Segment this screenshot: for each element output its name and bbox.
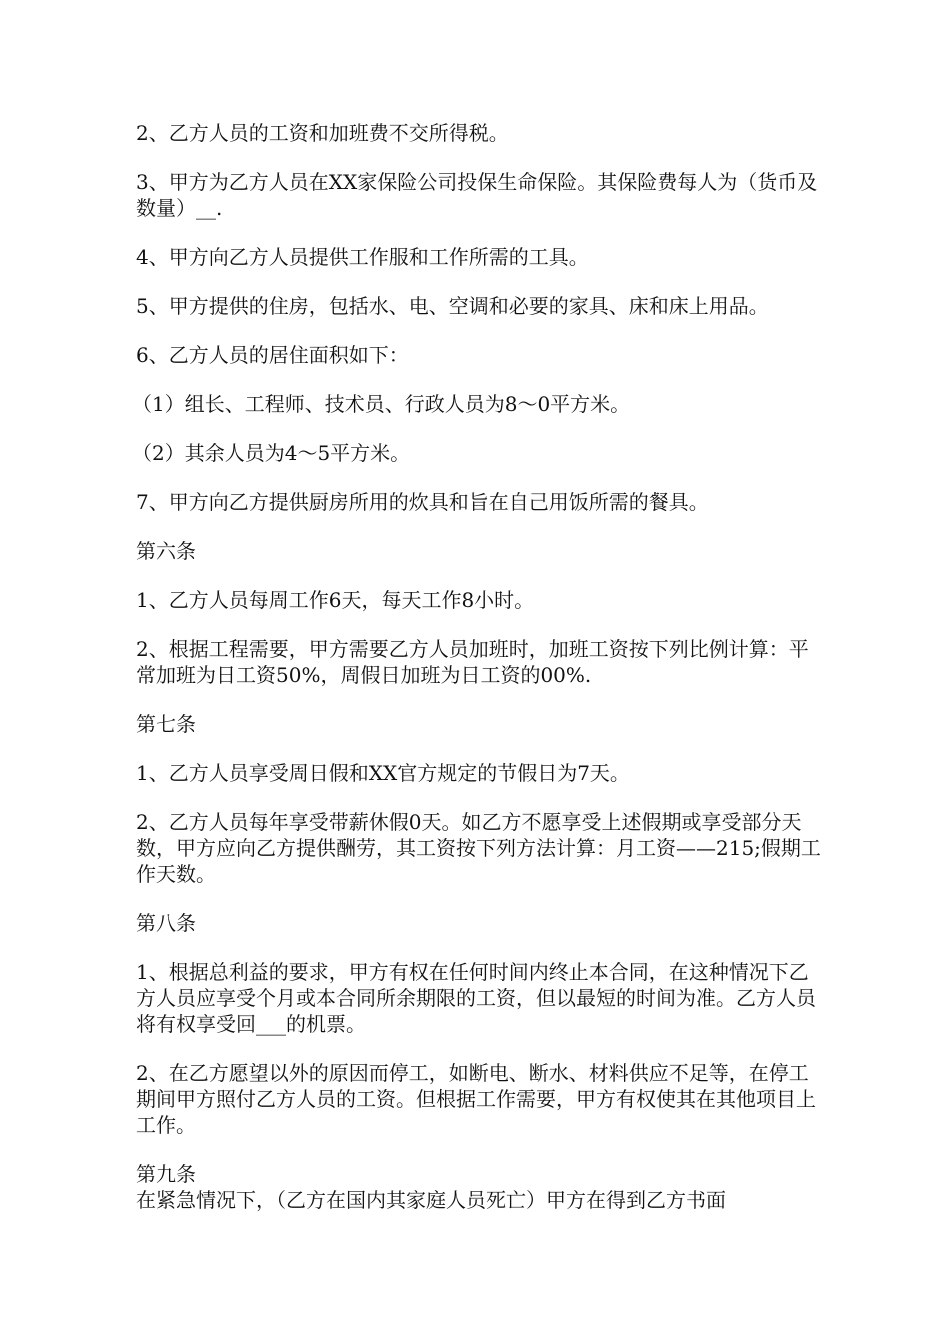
document-body — [132, 120, 826, 1236]
article-heading-8: 第八条 — [136, 911, 196, 935]
paragraph-item-7-cookware: 7、甲方向乙方提供厨房所用的炊具和旨在自己用饭所需的餐具。 — [136, 490, 709, 514]
article-heading-9: 第九条 — [136, 1162, 196, 1186]
paragraph-emergency: 在紧急情况下，（乙方在国内其家庭人员死亡）甲方在得到乙方书面 — [136, 1188, 726, 1212]
paragraph-item-6-living-area: 6、乙方人员的居住面积如下： — [136, 343, 409, 367]
paragraph-item-2-tax: 2、乙方人员的工资和加班费不交所得税。 — [136, 121, 509, 145]
paragraph-holidays: 1、乙方人员享受周日假和XX官方规定的节假日为7天。 — [136, 761, 630, 785]
paragraph-work-stoppage: 2、在乙方愿望以外的原因而停工，如断电、断水、材料供应不足等，在停工期间甲方照付乙方人员的工资。但根据工作需要，甲方有权使其在其他项目上工作。 — [136, 1061, 816, 1137]
paragraph-item-4-uniform: 4、甲方向乙方人员提供工作服和工作所需的工具。 — [136, 245, 589, 269]
paragraph-subitem-2: （2）其余人员为4～5平方米。 — [132, 441, 411, 465]
article-heading-6: 第六条 — [136, 539, 196, 563]
paragraph-overtime: 2、根据工程需要，甲方需要乙方人员加班时，加班工资按下列比例计算：平常加班为日工资50%，周假日加班为日工资的00%. — [136, 637, 809, 687]
paragraph-item-5-housing: 5、甲方提供的住房，包括水、电、空调和必要的家具、床和床上用品。 — [136, 294, 769, 318]
paragraph-paid-leave: 2、乙方人员每年享受带薪休假0天。如乙方不愿享受上述假期或享受部分天数，甲方应向乙方提供酬劳，其工资按下列方法计算：月工资——215;假期工作天数。 — [136, 810, 821, 886]
paragraph-subitem-1: （1）组长、工程师、技术员、行政人员为8～0平方米。 — [132, 392, 631, 416]
article-heading-7: 第七条 — [136, 712, 196, 736]
paragraph-termination: 1、根据总利益的要求，甲方有权在任何时间内终止本合同，在这种情况下乙方人员应享受个月或本合同所余期限的工资，但以最短的时间为准。乙方人员将有权享受回___的机票。 — [136, 960, 816, 1036]
paragraph-work-hours: 1、乙方人员每周工作6天，每天工作8小时。 — [136, 588, 535, 612]
paragraph-item-3-insurance: 3、甲方为乙方人员在XX家保险公司投保生命保险。其保险费每人为（货币及数量）__. — [136, 170, 818, 220]
